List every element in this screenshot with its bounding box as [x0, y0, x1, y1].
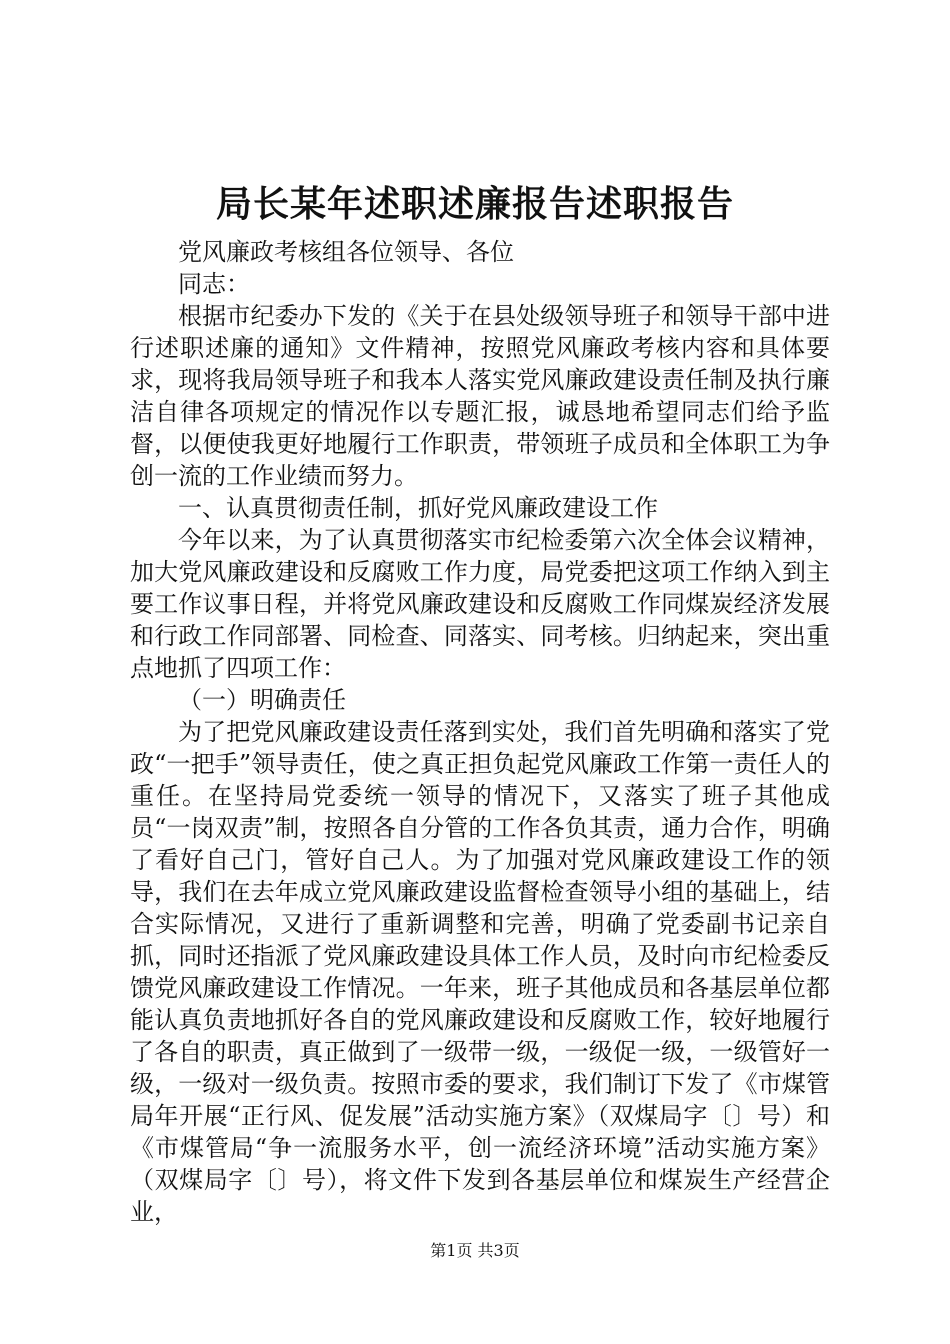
salutation-line-2: 同志： — [178, 270, 250, 298]
document-title: 局长某年述职述廉报告述职报告 — [215, 183, 734, 225]
intro-paragraph: 根据市纪委办下发的《关于在县处级领导班子和领导干部中进行述职述廉的通知》文件精神，按照党风廉政考核内容和具体要求，现将我局领导班子和我本人落实党风廉政建设责任制及执行廉洁自律各项规定的情况作以专题汇报，诚恳地希望同志们给予监督，以便使我更好地履行工作职责，带领班子成员和全体职工为争创一流的工作业绩而努力。 — [130, 302, 830, 490]
section-1-paragraph: 今年以来，为了认真贯彻落实市纪检委第六次全体会议精神，加大党风廉政建设和反腐败工作力度，局党委把这项工作纳入到主要工作议事日程，并将党风廉政建设和反腐败工作同煤炭经济发展和行政工作同部署、同检查、同落实、同考核。归纳起来，突出重点地抓了四项工作： — [130, 526, 830, 682]
section-heading-1: 一、认真贯彻责任制，抓好党风廉政建设工作 — [178, 494, 658, 522]
document-body — [130, 236, 830, 1228]
salutation-line-1: 党风廉政考核组各位领导、各位 — [178, 238, 514, 266]
subsection-heading-1: （一）明确责任 — [178, 686, 346, 714]
page-number-footer: 第1页 共3页 — [430, 1241, 520, 1260]
subsection-1-paragraph: 为了把党风廉政建设责任落到实处，我们首先明确和落实了党政“一把手”领导责任，使之真正担负起党风廉政工作第一责任人的重任。在坚持局党委统一领导的情况下，又落实了班子其他成员“一岗双责”制，按照各自分管的工作各负其责，通力合作，明确了看好自己门，管好自己人。为了加强对党风廉政建设工作的领导，我们在去年成立党风廉政建设监督检查领导小组的基础上，结合实际情况，又进行了重新调整和完善，明确了党委副书记亲自抓，同时还指派了党风廉政建设具体工作人员，及时向市纪检委反馈党风廉政建设工作情况。一年来，班子其他成员和各基层单位都能认真负责地抓好各自的党风廉政建设和反腐败工作，较好地履行了各自的职责，真正做到了一级带一级，一级促一级，一级管好一级，一级对一级负责。按照市委的要求，我们制订下发了《市煤管局年开展“正行风、促发展”活动实施方案》（双煤局字〔〕号）和《市煤管局“争一流服务水平，创一流经济环境”活动实施方案》（双煤局字〔〕号），将文件下发到各基层单位和煤炭生产经营企业， — [130, 718, 830, 1226]
